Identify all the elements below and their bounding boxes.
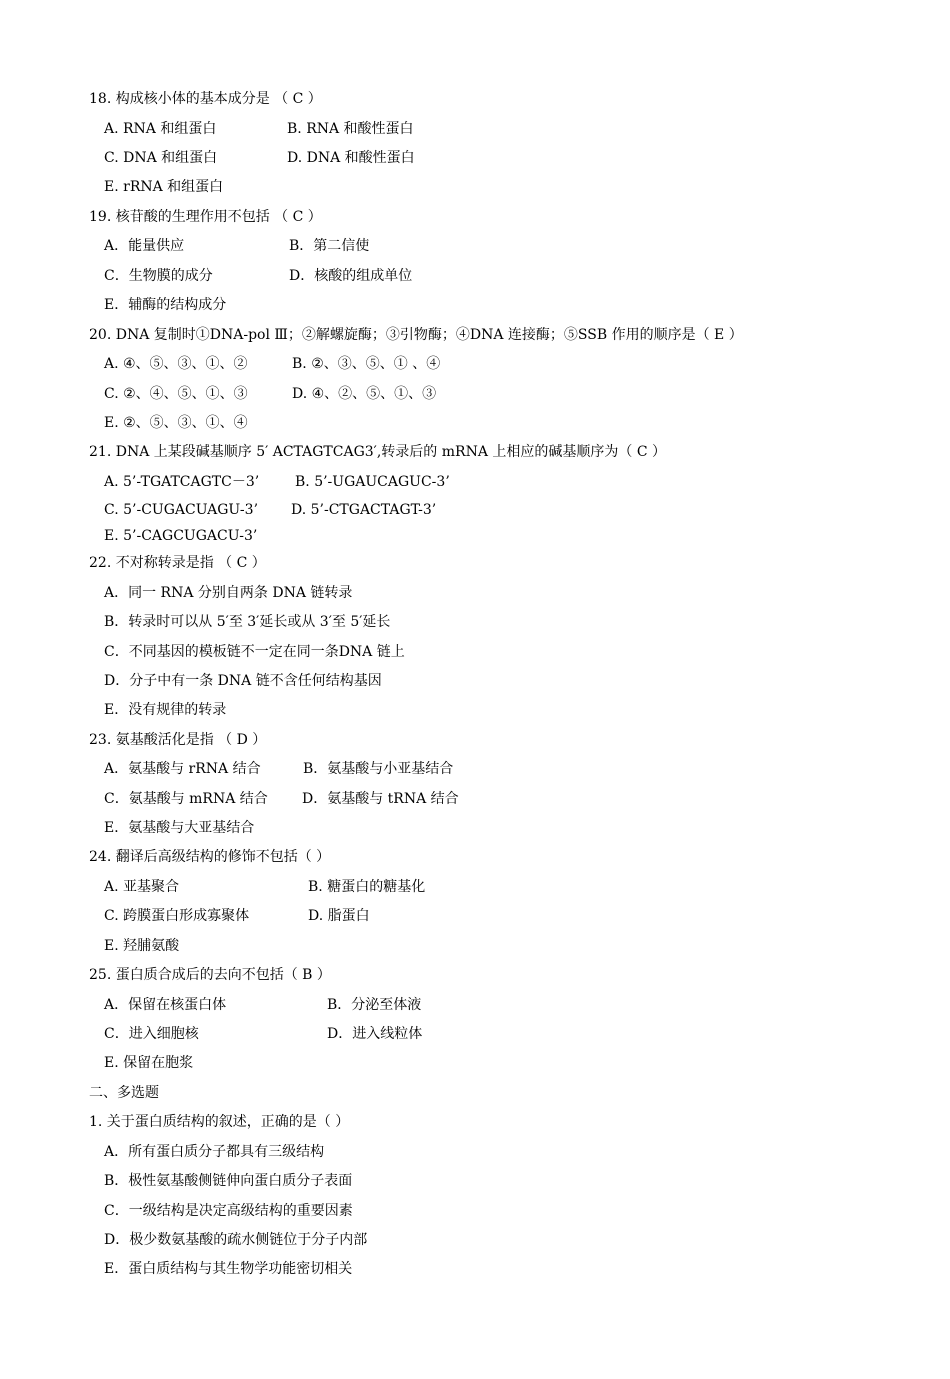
question-20-option-c: C. ②、④、⑤、①、③ — [104, 386, 248, 402]
question-21-stem: 21. DNA 上某段碱基顺序 5′ ACTAGTCAG3′,转录后的 mRNA 上相应的碱基顺序为（ C ） — [89, 444, 666, 460]
question-20-option-b: B. ②、③、⑤、① 、④ — [292, 356, 441, 372]
question-23-option-e: E．氨基酸与大亚基结合 — [104, 820, 255, 836]
question-22-option-c: C．不同基因的模板链不一定在同一条DNA 链上 — [104, 644, 405, 660]
question-18-option-b: B. RNA 和酸性蛋白 — [287, 121, 414, 137]
question-25-option-d: D．进入线粒体 — [327, 1026, 423, 1042]
question-21-option-b: B. 5’-UGAUCAGUC-3’ — [295, 474, 450, 490]
question-20-option-e: E. ②、⑤、③、①、④ — [104, 415, 248, 431]
section-heading-multiple-choice: 二、多选题 — [89, 1085, 159, 1101]
question-18-option-a: A. RNA 和组蛋白 — [104, 121, 217, 137]
multi-question-1-stem: 1. 关于蛋白质结构的叙述，正确的是（ ） — [89, 1114, 350, 1130]
question-19-option-b: B．第二信使 — [289, 238, 370, 254]
question-18-option-d: D. DNA 和酸性蛋白 — [287, 150, 415, 166]
multi-question-1-option-d: D．极少数氨基酸的疏水侧链位于分子内部 — [104, 1232, 368, 1248]
question-24-option-b: B. 糖蛋白的糖基化 — [308, 879, 426, 895]
question-25-option-e: E. 保留在胞浆 — [104, 1055, 194, 1071]
question-18-option-e: E. rRNA 和组蛋白 — [104, 179, 224, 195]
question-18-option-c: C. DNA 和组蛋白 — [104, 150, 218, 166]
question-25-option-b: B．分泌至体液 — [327, 997, 422, 1013]
question-23-option-d: D．氨基酸与 tRNA 结合 — [302, 791, 459, 807]
question-23-stem: 23. 氨基酸活化是指 （ D ） — [89, 732, 267, 748]
question-24-stem: 24. 翻译后高级结构的修饰不包括（ ） — [89, 849, 331, 865]
question-25-stem: 25. 蛋白质合成后的去向不包括（ B ） — [89, 967, 331, 983]
question-22-option-b: B．转录时可以从 5′至 3′延长或从 3′至 5′延长 — [104, 614, 391, 630]
question-21-option-d: D. 5’-CTGACTAGT-3’ — [291, 502, 437, 518]
question-22-stem: 22. 不对称转录是指 （ C ） — [89, 555, 266, 571]
multi-question-1-option-e: E．蛋白质结构与其生物学功能密切相关 — [104, 1261, 353, 1277]
question-23-option-b: B．氨基酸与小亚基结合 — [303, 761, 454, 777]
question-23-option-c: C．氨基酸与 mRNA 结合 — [104, 791, 268, 807]
question-19-option-e: E．辅酶的结构成分 — [104, 297, 227, 313]
question-19-stem: 19. 核苷酸的生理作用不包括 （ C ） — [89, 209, 322, 225]
question-25-option-c: C．进入细胞核 — [104, 1026, 199, 1042]
question-21-option-e: E. 5’-CAGCUGACU-3’ — [104, 528, 258, 544]
question-24-option-a: A. 亚基聚合 — [104, 879, 180, 895]
question-20-option-d: D. ④、②、⑤、①、③ — [292, 386, 437, 402]
question-19-option-d: D．核酸的组成单位 — [289, 268, 413, 284]
question-19-option-c: C．生物膜的成分 — [104, 268, 213, 284]
question-19-option-a: A．能量供应 — [104, 238, 185, 254]
multi-question-1-option-a: A．所有蛋白质分子都具有三级结构 — [104, 1144, 325, 1160]
question-20-option-a: A. ④、⑤、③、①、② — [104, 356, 248, 372]
question-22-option-a: A．同一 RNA 分别自两条 DNA 链转录 — [104, 585, 353, 601]
multi-question-1-option-b: B．极性氨基酸侧链伸向蛋白质分子表面 — [104, 1173, 353, 1189]
question-24-option-c: C. 跨膜蛋白形成寡聚体 — [104, 908, 250, 924]
question-18-stem: 18. 构成核小体的基本成分是 （ C ） — [89, 91, 322, 107]
question-21-option-a: A. 5’-TGATCAGTC－3’ — [104, 474, 260, 490]
question-20-stem: 20. DNA 复制时①DNA-pol Ⅲ；②解螺旋酶；③引物酶；④DNA 连接酶；⑤SSB 作用的顺序是（ E ） — [89, 327, 743, 343]
question-24-option-e: E. 羟脯氨酸 — [104, 938, 180, 954]
multi-question-1-option-c: C．一级结构是决定高级结构的重要因素 — [104, 1203, 353, 1219]
question-21-option-c: C. 5’-CUGACUAGU-3’ — [104, 502, 259, 518]
question-24-option-d: D. 脂蛋白 — [308, 908, 370, 924]
question-22-option-e: E．没有规律的转录 — [104, 702, 227, 718]
question-23-option-a: A．氨基酸与 rRNA 结合 — [104, 761, 261, 777]
question-22-option-d: D．分子中有一条 DNA 链不含任何结构基因 — [104, 673, 382, 689]
question-25-option-a: A．保留在核蛋白体 — [104, 997, 227, 1013]
